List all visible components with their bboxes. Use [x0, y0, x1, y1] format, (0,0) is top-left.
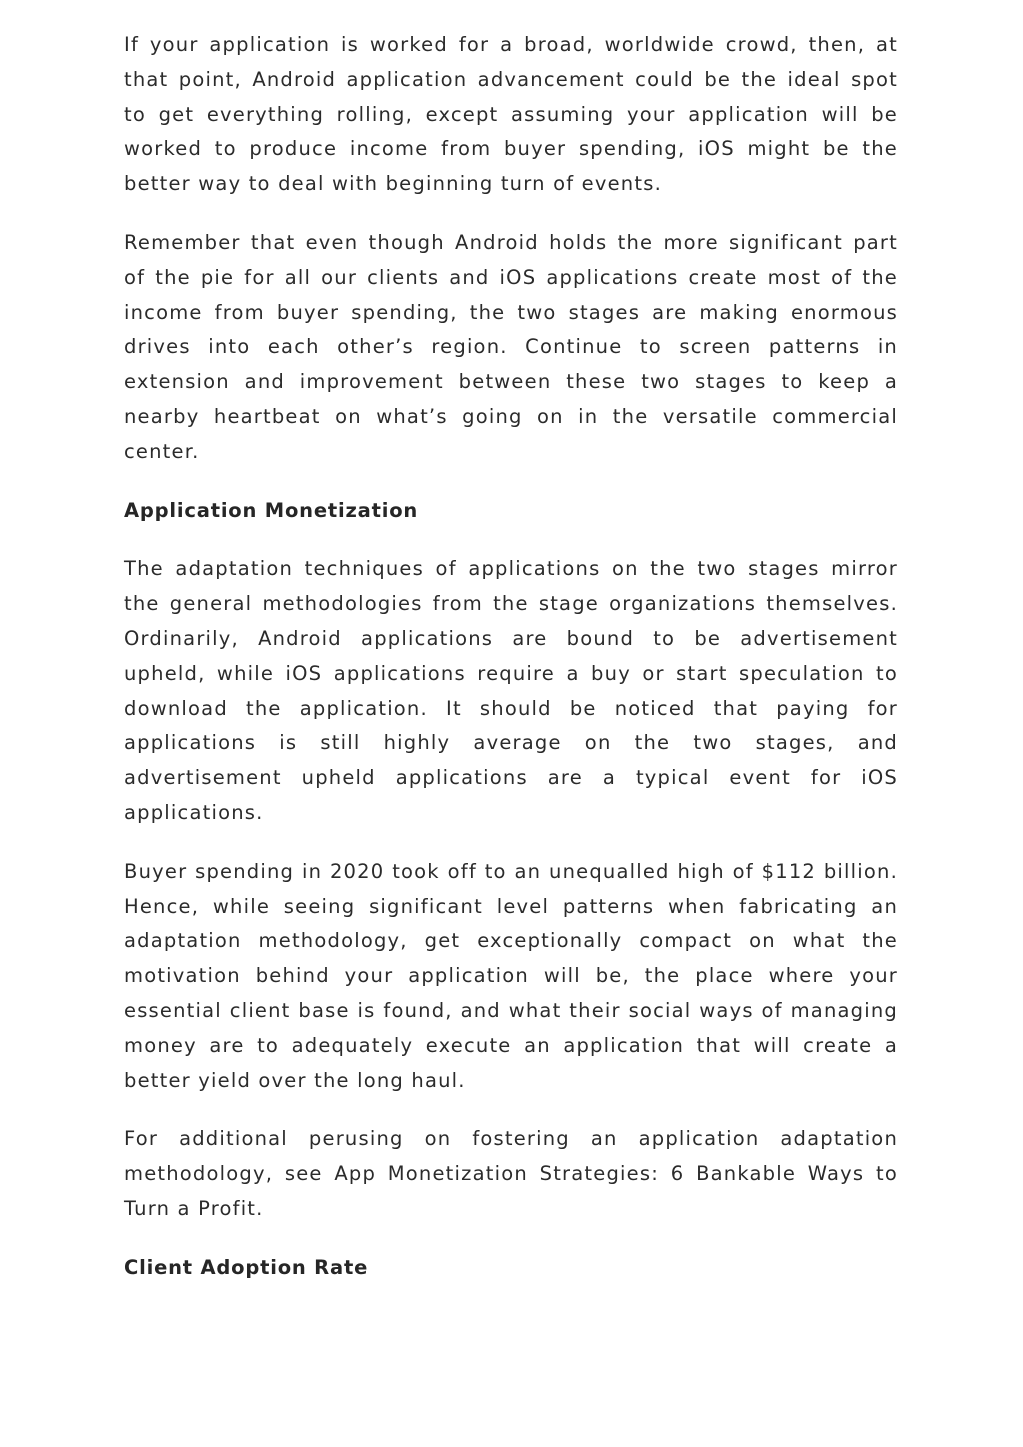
article-body — [124, 28, 898, 1310]
paragraph-market-share: Remember that even though Android holds the more significant part of the pie for all our clients and iOS applications create most of the income from buyer spending, the two stages are making enormous drives into each other’s region. Continue to screen patterns in extension and improvement between these two stages to keep a nearby heartbeat on what’s going on in the versatile commercial center. — [124, 230, 898, 463]
paragraph-audience-choice: If your application is worked for a broad, worldwide crowd, then, at that point, Android application advancement could be the ideal spot to get everything rolling, except assuming your application will be worked to produce income from buyer spending, iOS might be the better way to deal with beginning turn of events. — [124, 33, 898, 196]
paragraph-further-reading: For additional perusing on fostering an application adaptation methodology, see App Monetization Strategies: 6 Bankable Ways to Turn a Profit. — [124, 1127, 898, 1220]
paragraph-monetization-techniques: The adaptation techniques of applications on the two stages mirror the general methodologies from the stage organizations themselves. Ordinarily, Android applications are bound to be advertisement upheld, while iOS applications require a buy or start speculation to download the application. It should be noticed that paying for applications is still highly average on the two stages, and advertisement upheld applications are a typical event for iOS applications. — [124, 557, 898, 824]
paragraph-buyer-spending: Buyer spending in 2020 took off to an unequalled high of $112 billion. Hence, while seeing significant level patterns when fabricating an adaptation methodology, get exceptionally compact on what the motivation behind your application will be, the place where your essential client base is found, and what their social ways of managing money are to adequately execute an application that will create a better yield over the long haul. — [124, 859, 898, 1092]
heading-client-adoption-rate: Client Adoption Rate — [124, 1255, 369, 1279]
heading-application-monetization: Application Monetization — [124, 498, 419, 522]
